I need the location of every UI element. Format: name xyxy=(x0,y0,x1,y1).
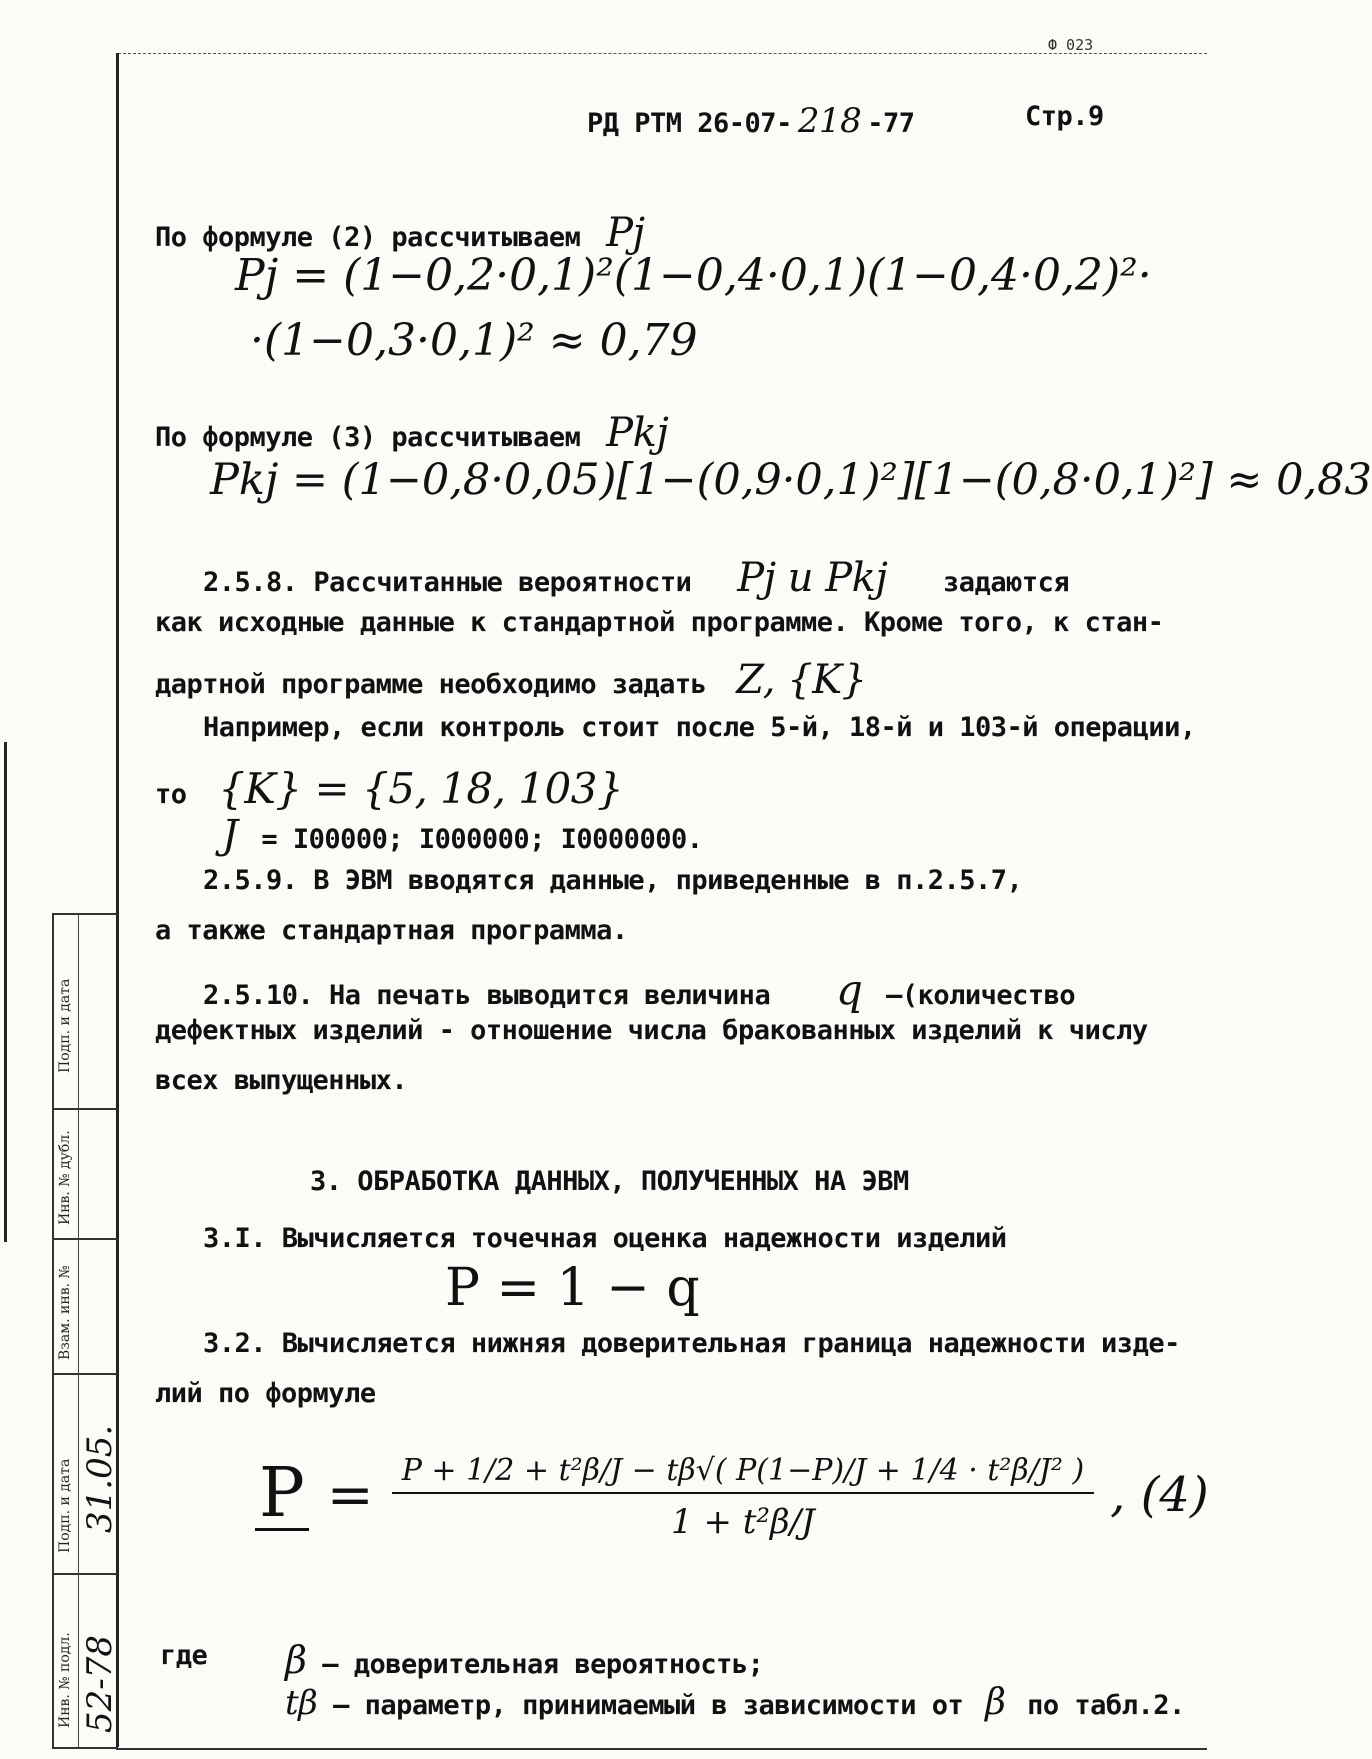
para-259-line1: 2.5.9. В ЭВМ вводятся данные, приведенные в п.2.5.7, xyxy=(203,865,1023,896)
strip-cell-border xyxy=(54,913,118,915)
strip-column-divider xyxy=(78,913,79,1749)
symbol-q: q xyxy=(835,965,863,1014)
formula4-numerator: P + 1/2 + t²β/J − tβ√( P(1−P)/J + 1/4 · t²β/J² ) xyxy=(392,1449,1094,1494)
formula4-equals: = xyxy=(326,1462,374,1528)
para-258-line3 xyxy=(155,657,867,703)
para-258-text2: задаются xyxy=(943,567,1070,598)
formula2-intro-text: По формуле (2) рассчитываем xyxy=(155,222,581,253)
strip-handwritten-inv-number: 52-78 xyxy=(80,1634,120,1733)
para-259-line2: а также стандартная программа. xyxy=(155,915,628,946)
para-2510-line3: всех выпущенных. xyxy=(155,1065,408,1096)
strip-label-dup-inv: Инв. № дубл. xyxy=(57,1130,73,1225)
symbol-t-beta: tβ xyxy=(285,1683,318,1723)
frame-top-line xyxy=(118,53,1207,54)
para-258-line3-text: дартной программе необходимо задать xyxy=(155,669,707,700)
formula3-intro-text: По формуле (3) рассчитываем xyxy=(155,422,581,453)
where-beta-line xyxy=(285,1638,763,1682)
formula4-fraction xyxy=(392,1449,1094,1542)
strip-cell-border xyxy=(54,1747,118,1749)
strip-handwritten-date: 31.05. xyxy=(80,1424,120,1533)
para-258-example: Например, если контроль стоит после 5-й, 18-й и 103-й операции, xyxy=(203,712,1196,743)
para-258-set xyxy=(155,764,623,813)
strip-cell-border xyxy=(54,1238,118,1240)
where-label: где xyxy=(160,1640,208,1671)
where-t-beta-line xyxy=(285,1682,1185,1723)
para-258-line1 xyxy=(203,555,1069,601)
equation-p-equals-1-q: P = 1 − q xyxy=(445,1258,700,1318)
para-32-line1: 3.2. Вычисляется нижняя доверительная граница надежности изде- xyxy=(203,1328,1180,1359)
symbols-z-k: Z, {K} xyxy=(736,657,867,703)
j-values: = I00000; I000000; I0000000. xyxy=(261,824,703,855)
para-2510-text1: 2.5.10. На печать выводится величина xyxy=(203,980,771,1011)
para-258-number: 2.5.8. xyxy=(203,567,298,598)
header-doc-code xyxy=(587,101,915,141)
word-to: то xyxy=(155,779,187,810)
symbol-pj: Pj xyxy=(606,210,645,256)
page-number: Стр.9 xyxy=(1025,101,1104,132)
form-stamp: Ф 023 xyxy=(1048,36,1094,54)
section3-heading: 3. ОБРАБОТКА ДАННЫХ, ПОЛУЧЕННЫХ НА ЭВМ xyxy=(310,1166,909,1197)
formula4-lhs: P xyxy=(255,1460,309,1531)
para-258-j-values xyxy=(222,812,702,858)
frame-bottom-line xyxy=(116,1748,1207,1750)
equation-pj-line1: Pj = (1−0,2·0,1)²(1−0,4·0,1)(1−0,4·0,2)²· xyxy=(235,250,1152,301)
para-2510-line2: дефектных изделий - отношение числа бракованных изделий к числу xyxy=(155,1015,1148,1046)
strip-label-orig-inv: Инв. № подл. xyxy=(57,1632,73,1728)
para-258-line2: как исходные данные к стандартной программе. Кроме того, к стан- xyxy=(155,607,1164,638)
formula3-intro xyxy=(155,410,668,456)
symbol-pkj: Pkj xyxy=(606,410,669,456)
beta-description: – доверительная вероятность; xyxy=(322,1649,764,1680)
strip-cell-border xyxy=(54,1373,118,1375)
symbol-j: J xyxy=(222,812,238,858)
margin-binding-line xyxy=(4,742,7,1242)
doc-year: -77 xyxy=(867,108,915,139)
strip-cell-border xyxy=(54,1108,118,1110)
formula4-denominator: 1 + t²β/J xyxy=(671,1501,815,1542)
set-k-values: {K} = {5, 18, 103} xyxy=(218,764,624,813)
para-31: 3.I. Вычисляется точечная оценка надежности изделий xyxy=(203,1223,1007,1254)
strip-label-sign-date-1: Подп. и дата xyxy=(57,978,73,1073)
t-beta-table-ref: по табл.2. xyxy=(1027,1690,1185,1721)
strip-label-sign-date-2: Подп. и дата xyxy=(57,1458,73,1553)
strip-label-replace-inv: Взам. инв. № xyxy=(57,1265,73,1360)
formula4-tag: , (4) xyxy=(1110,1467,1209,1523)
doc-number-handwritten: 218 xyxy=(797,101,862,141)
symbols-pj-pkj: Pj и Pkj xyxy=(737,555,888,601)
formula-4 xyxy=(255,1430,1209,1560)
equation-pkj: Pkj = (1−0,8·0,05)[1−(0,9·0,1)²][1−(0,8·0,1)²] ≈ 0,83 xyxy=(210,455,1372,505)
para-258-text1: Рассчитанные вероятности xyxy=(313,567,692,598)
side-strip xyxy=(52,913,118,1749)
strip-cell-border xyxy=(54,1573,118,1575)
para-2510-text2: —(количество xyxy=(886,980,1076,1011)
para-32-line2: лий по формуле xyxy=(155,1378,376,1409)
doc-code: РД РТМ 26-07- xyxy=(587,108,792,139)
t-beta-description: – параметр, принимаемый в зависимости от xyxy=(333,1690,964,1721)
symbol-beta: β xyxy=(285,1638,307,1682)
symbol-beta-2: β xyxy=(985,1682,1006,1723)
para-2510-line1 xyxy=(203,965,1075,1014)
equation-pj-line2: ·(1−0,3·0,1)² ≈ 0,79 xyxy=(250,315,698,366)
